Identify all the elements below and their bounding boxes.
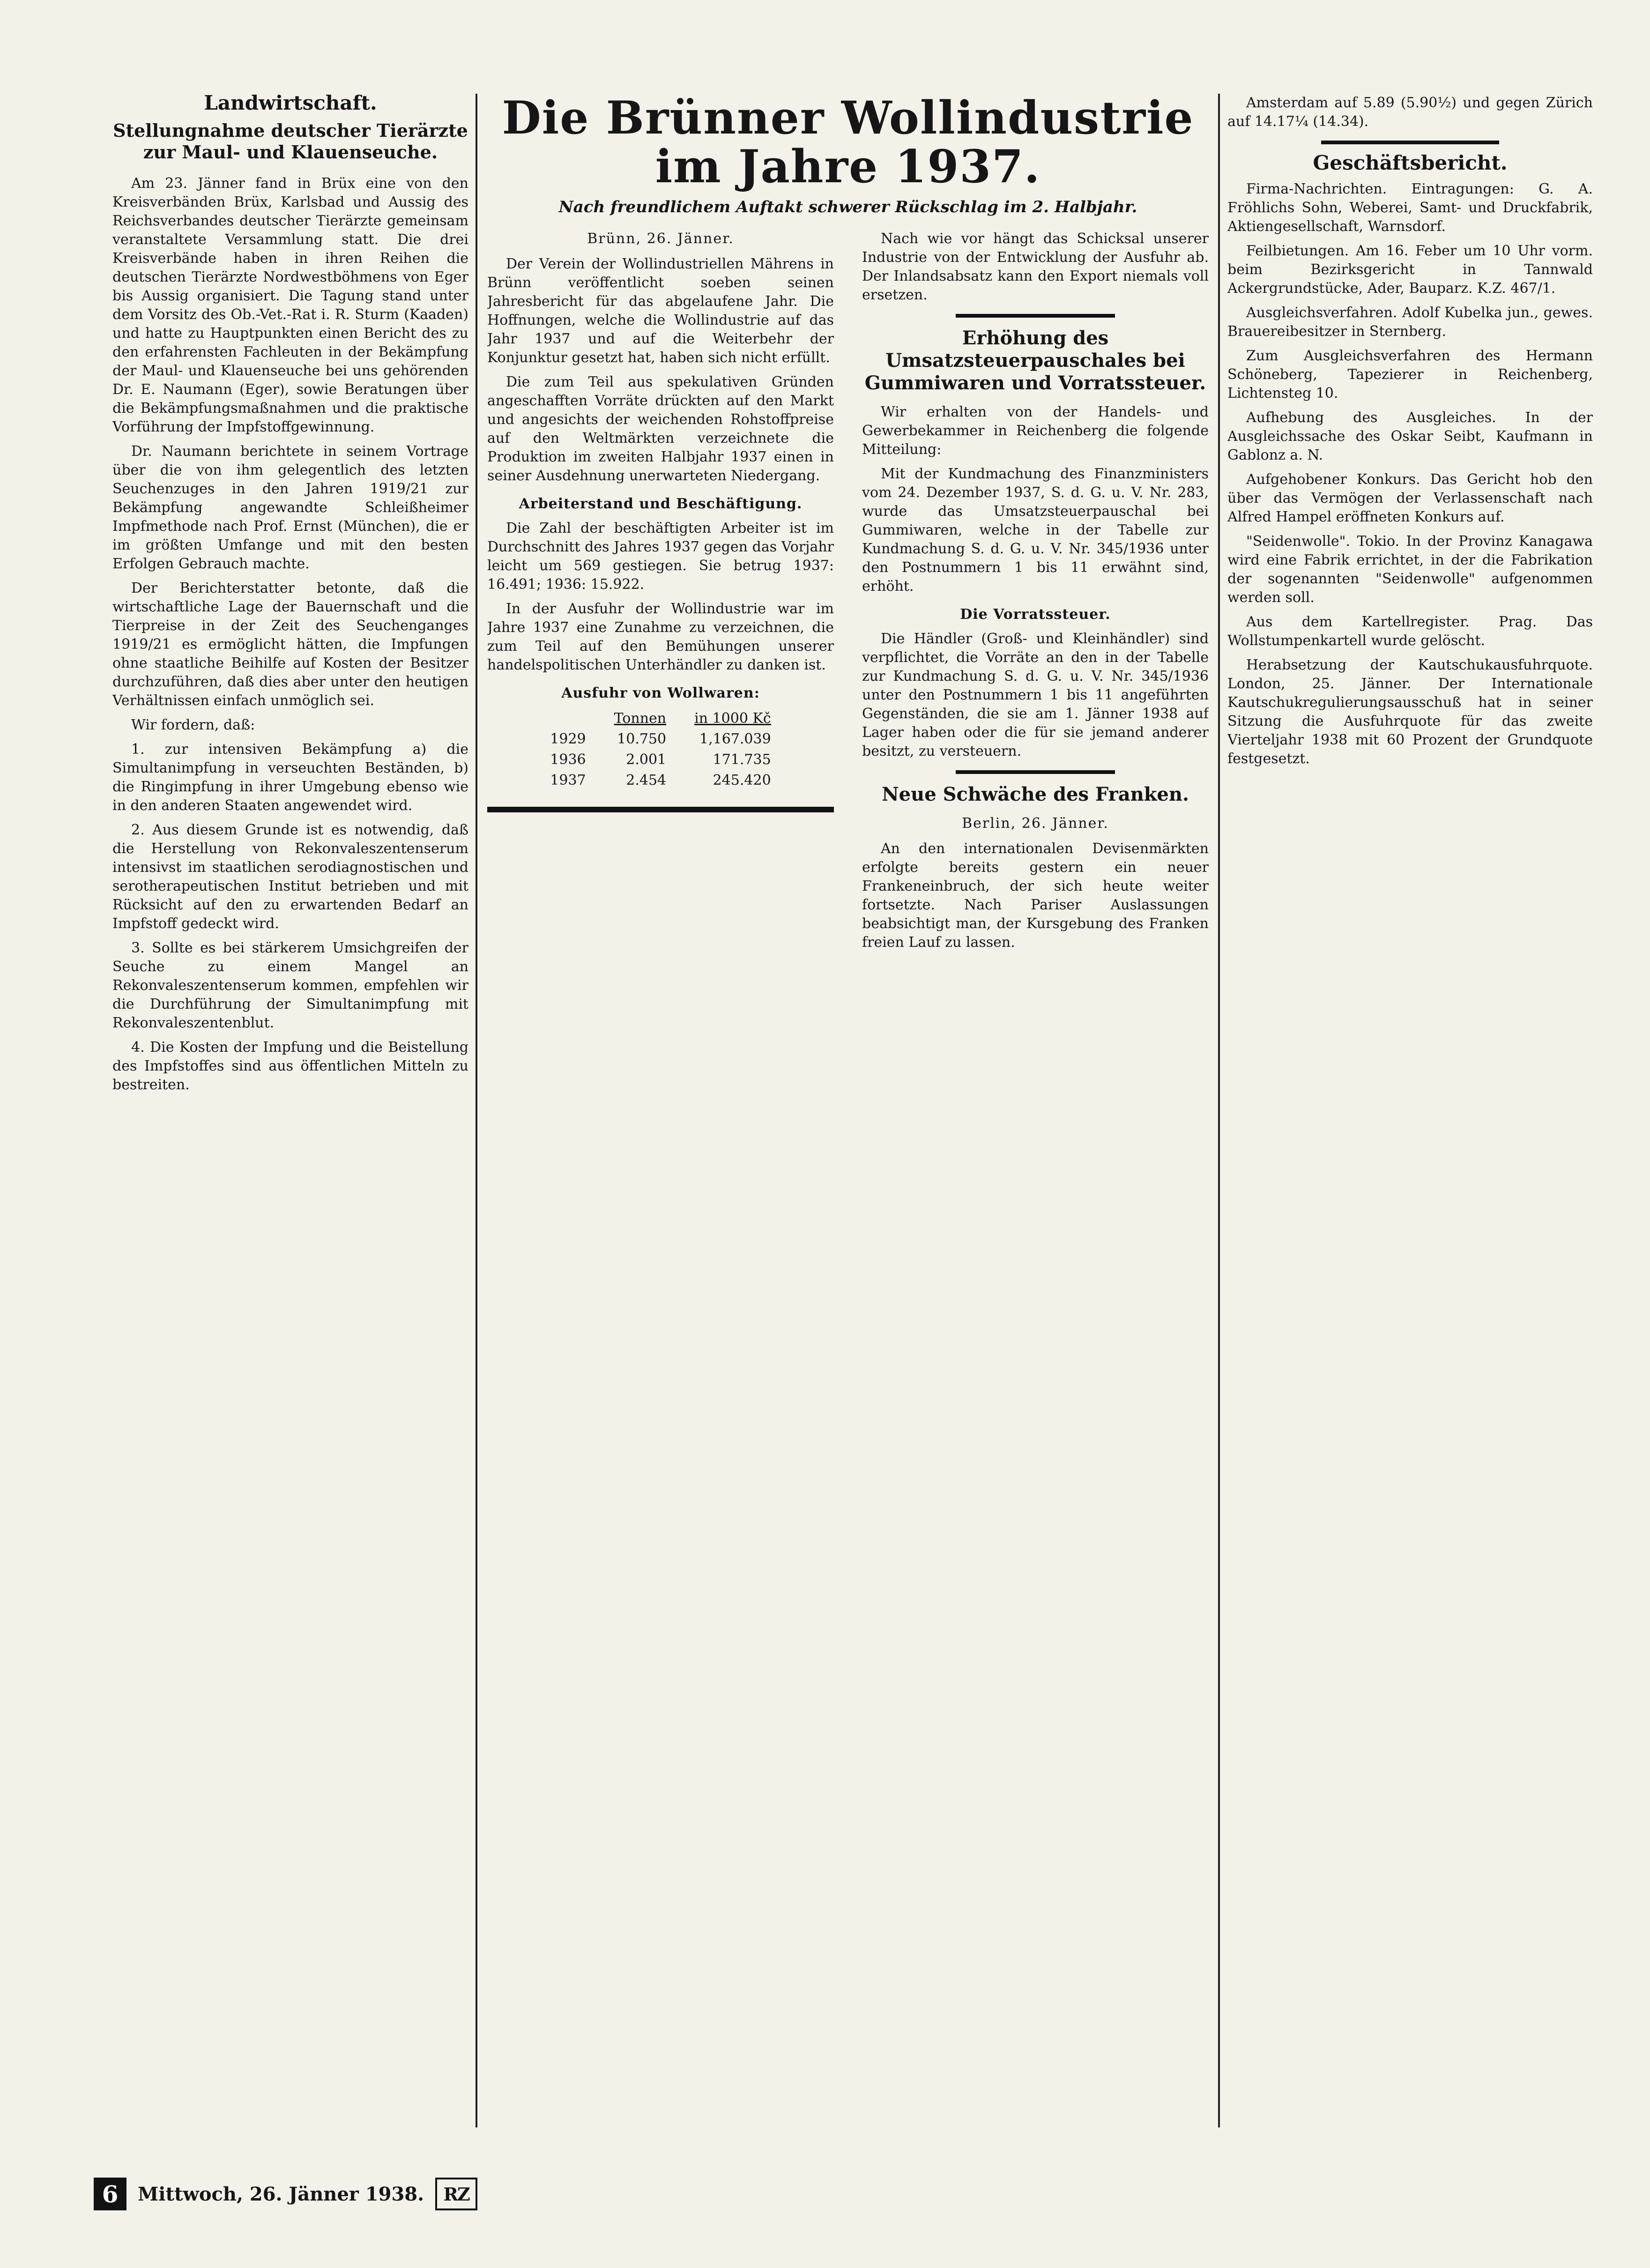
paragraph: Der Verein der Wollindustriellen Mährens in Brünn veröffentlicht soeben seinen Jahresbericht für das abgelaufene Jahr. Die Hoffnungen, welche die Wollindustrie auf das Jahr 1937 und auf die Weiterbehr der Konjunktur gesetzt hat, haben sich nicht erfüllt.: [487, 256, 834, 366]
section-title: Landwirtschaft.: [204, 94, 377, 114]
paragraph: An den internationalen Devisenmärkten erfolgte bereits gestern ein neuer Frankeneinbruch, der sich heute weiter fortsetzte. Nach Pariser Auslassungen beabsichtigt man, der Kursgebung des Franken freien Lauf zu lassen.: [862, 840, 1209, 951]
exports-table: [536, 708, 785, 791]
divider: [956, 770, 1115, 774]
report-entry: Ausgleichsverfahren. Adolf Kubelka jun., gewes. Brauereibesitzer in Sternberg.: [1227, 305, 1593, 340]
demands-intro: Wir fordern, daß:: [131, 717, 255, 733]
divider: [956, 314, 1115, 318]
article-headline: Stellungnahme deutscher Tierärzte zur Maul- und Klauenseuche.: [113, 120, 468, 163]
column-rule: [476, 94, 477, 2127]
paragraph: Die zum Teil aus spekulativen Gründen angeschafften Vorräte drückten auf den Markt und angesichts der weichenden Rohstoffpreise auf den Weltmärkten verzeichnete die Produktion im zweiten Halbjahr 1937 einen in seiner Ausdehnung unerwarteten Niedergang.: [487, 374, 834, 484]
table-row: 1929 10.750 1,167.039: [550, 731, 771, 747]
section-title: Geschäftsbericht.: [1313, 151, 1508, 174]
report-entry: Feilbietungen. Am 16. Feber um 10 Uhr vorm. beim Bezirksgericht in Tannwald Ackergrundstücke, Ader, Bauparz. K.Z. 467/1.: [1227, 243, 1593, 297]
main-headline: Die Brünner Wollindustrie im Jahre 1937.: [502, 94, 1194, 193]
dateline: Berlin, 26. Jänner.: [962, 815, 1109, 832]
table-row: 1936 2.001 171.735: [550, 751, 771, 768]
table-header: [536, 708, 600, 729]
masthead-logo: RZ: [435, 2178, 477, 2210]
issue-date: Mittwoch, 26. Jänner 1938.: [138, 2183, 424, 2205]
paragraph: In der Ausfuhr der Wollindustrie war im Jahre 1937 eine Zunahme zu verzeichnen, die zum Teil auf den Bemühungen unserer handelspolitischen Unterhändler zu danken ist.: [487, 601, 834, 673]
report-entry: "Seidenwolle". Tokio. In der Provinz Kanagawa wird eine Fabrik errichtet, in der die Fabrikation der sogenannten "Seidenwolle" aufgenommen werden soll.: [1227, 533, 1593, 606]
main-subtitle: Nach freundlichem Auftakt schwerer Rückschlag im 2. Halbjahr.: [558, 198, 1137, 216]
page-number: 6: [94, 2178, 126, 2210]
report-entry: Aufhebung des Ausgleiches. In der Ausgleichssache des Oskar Seibt, Kaufmann in Gablonz a. N.: [1227, 409, 1593, 463]
paragraph: Amsterdam auf 5.89 (5.90½) und gegen Zürich auf 14.17¼ (14.34).: [1227, 95, 1593, 130]
dateline: Brünn, 26. Jänner.: [587, 231, 734, 247]
subhead: Arbeiterstand und Beschäftigung.: [519, 496, 803, 512]
demand-item: 4. Die Kosten der Impfung und die Beistellung des Impfstoffes sind aus öffentlichen Mitteln zu bestreiten.: [112, 1039, 468, 1093]
paragraph: Der Berichterstatter betonte, daß die wirtschaftliche Lage der Bauernschaft und die Tierpreise in der Zeit des Seuchenganges 1919/21 es ermöglicht hätten, die Impfungen ohne staatliche Beihilfe auf Kosten der Besitzer durchzuführen, daß dies aber unter den heutigen Verhältnissen einfach unmöglich sei.: [112, 580, 468, 709]
paragraph: Am 23. Jänner fand in Brüx eine von den Kreisverbänden Brüx, Karlsbad und Aussig des Reichsverbandes deutscher Tierärzte gemeinsam veranstaltete Versammlung statt. Die drei Kreisverbände haben in ihren Reihen die deutschen Tierärzte Nordwestböhmens von Eger bis Aussig organisiert. Die Tagung stand unter dem Vorsitz des Ob.-Vet.-Rat i. R. Sturm (Kaaden) und hatte zu Hauptpunkten einen Bericht des zu den erfahrensten Fachleuten in der Bekämpfung der Maul- und Klauenseuche bei uns gehörenden Dr. E. Naumann (Eger), sowie Beratungen über die Bekämpfungsmaßnahmen und die praktische Vorführung der Impfstoffgewinnung.: [112, 175, 468, 435]
column-business-report: [1227, 94, 1593, 2146]
article-headline: Neue Schwäche des Franken.: [882, 783, 1189, 805]
paragraph: Nach wie vor hängt das Schicksal unserer Industrie von der Entwicklung der Ausfuhr ab. Der Inlandsabsatz kann den Export niemals voll ersetzen.: [862, 231, 1209, 303]
demand-item: 3. Sollte es bei stärkerem Umsichgreifen der Seuche zu einem Mangel an Rekonvaleszentenserum kommen, empfehlen wir die Durchführung der Simultanimpfung mit Rekonvaleszentenblut.: [112, 940, 468, 1031]
column-wool-industry: [487, 94, 1209, 2146]
table-header: Tonnen: [614, 710, 667, 727]
paragraph: Dr. Naumann berichtete in seinem Vortrage über die von ihm gelegentlich des letzten Seuchenzuges in den Jahren 1919/21 zur Bekämpfung angewandte Schleißheimer Impfmethode nach Prof. Ernst (München), die er im größten Umfange und mit den besten Erfolgen Gebrauch machte.: [112, 443, 468, 572]
divider: [487, 807, 834, 812]
table-title: Ausfuhr von Wollwaren:: [561, 685, 760, 701]
report-entry: Herabsetzung der Kautschukausfuhrquote. London, 25. Jänner. Der Internationale Kautschukregulierungsausschuß hat in seiner Sitzung die Ausfuhrquote für das zweite Vierteljahr 1938 mit 60 Prozent der Grundquote festgesetzt.: [1227, 657, 1593, 767]
report-entry: Firma-Nachrichten. Eintragungen: G. A. Fröhlichs Sohn, Weberei, Samt- und Druckfabrik, Aktiengesellschaft, Warnsdorf.: [1227, 181, 1593, 235]
paragraph: Wir erhalten von der Handels- und Gewerbekammer in Reichenberg die folgende Mitteilung:: [862, 404, 1209, 458]
table-header: in 1000 Kč: [694, 710, 771, 727]
subcolumn-right: [862, 230, 1209, 958]
report-entry: Aus dem Kartellregister. Prag. Das Wollstumpenkartell wurde gelöscht.: [1227, 614, 1593, 649]
paragraph: Die Händler (Groß- und Kleinhändler) sind verpflichtet, die Vorräte an den in der Tabelle zur Kundmachung S. d. G. u. V. Nr. 345/1936 unter den Postnummern 1 bis 11 angeführten Gegenständen, die sie am 1. Jänner 1938 auf Lager haben oder die für sie jemand anderer besitzt, zu versteuern.: [862, 631, 1209, 759]
paragraph: Mit der Kundmachung des Finanzministers vom 24. Dezember 1937, S. d. G. u. V. Nr. 283, wurde das Umsatzsteuerpauschal bei Gummiwaren, welche in der Tabelle zur Kundmachung S. d. G. u. V. Nr. 345/1936 unter den Postnummern 1 bis 11 erwähnt sind, erhöht.: [862, 466, 1209, 595]
divider: [1321, 141, 1499, 144]
demand-item: 1. zur intensiven Bekämpfung a) die Simultanimpfung in verseuchten Beständen, b) die Ringimpfung in ihrer Umgebung ebenso wie in den anderen Staaten angewendet wird.: [112, 741, 468, 814]
subhead: Die Vorratssteuer.: [960, 606, 1111, 623]
report-entry: Zum Ausgleichsverfahren des Hermann Schöneberg, Tapezierer in Reichenberg, Lichtensteg 10.: [1227, 348, 1593, 402]
report-entry: Aufgehobener Konkurs. Das Gericht hob den über das Vermögen der Verlassenschaft nach Alfred Hampel eröffneten Konkurs auf.: [1227, 471, 1593, 525]
paragraph: Die Zahl der beschäftigten Arbeiter ist im Durchschnitt des Jahres 1937 gegen das Vorjahr leicht um 569 gestiegen. Sie betrug 1937: 16.491; 1936: 15.922.: [487, 520, 834, 593]
column-rule: [1218, 94, 1220, 2127]
subcolumn-left: [487, 230, 834, 828]
article-headline: Erhöhung des Umsatzsteuerpauschales bei Gummiwaren und Vorratssteuer.: [864, 327, 1206, 394]
demand-item: 2. Aus diesem Grunde ist es notwendig, daß die Herstellung von Rekonvaleszentenserum intensivst im staatlichen serodiagnostischen und serotherapeutischen Institut betrieben und mit Rücksicht auf den zu erwartenden Bedarf an Impfstoff gedeckt wird.: [112, 822, 468, 932]
column-agriculture: [112, 94, 468, 2146]
page-footer: [94, 2178, 477, 2210]
table-row: 1937 2.454 245.420: [550, 772, 771, 788]
